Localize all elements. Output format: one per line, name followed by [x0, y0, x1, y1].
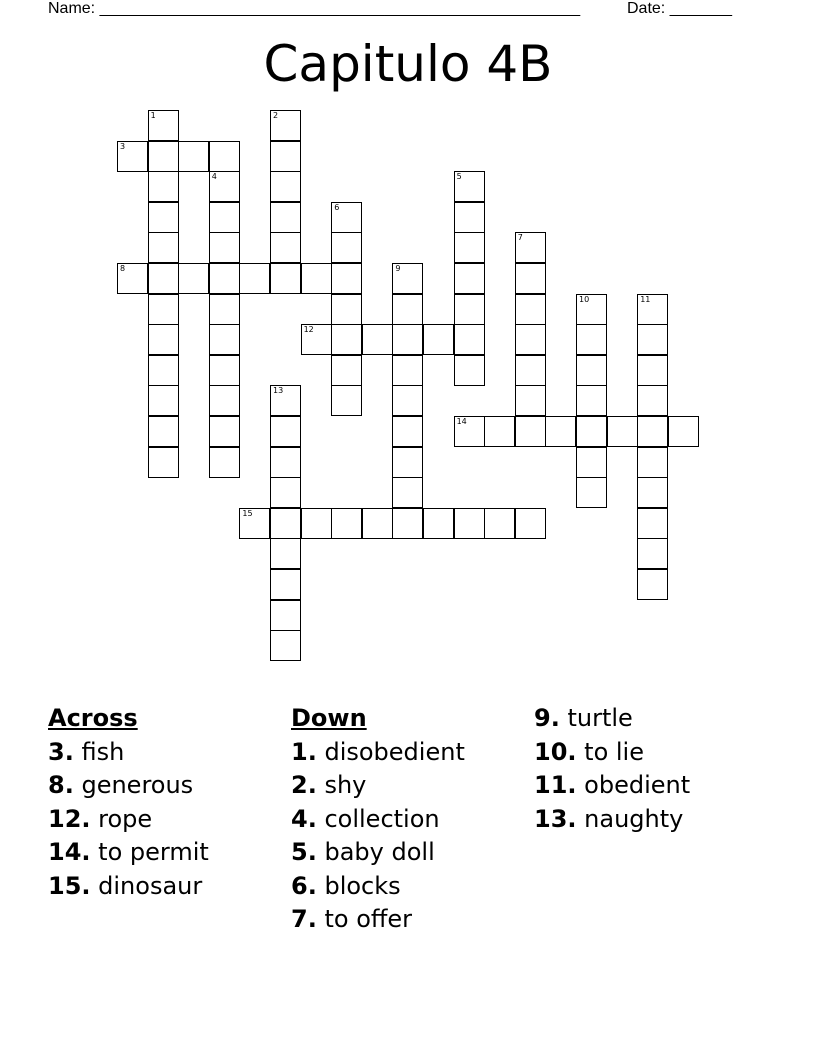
- date-line: Date: _______: [627, 0, 732, 17]
- grid-cell[interactable]: [209, 141, 240, 172]
- cell-number: 10: [579, 294, 590, 304]
- grid-cell[interactable]: [331, 508, 362, 539]
- grid-cell[interactable]: [148, 263, 179, 294]
- grid-cell[interactable]: [576, 477, 607, 508]
- clue-across-3: 3. fish: [48, 737, 125, 766]
- grid-cell[interactable]: [148, 294, 179, 325]
- grid-cell[interactable]: [423, 324, 454, 355]
- grid-cell[interactable]: [331, 385, 362, 416]
- cell-number: 7: [517, 233, 523, 243]
- grid-cell[interactable]: [148, 355, 179, 386]
- grid-cell[interactable]: [301, 263, 332, 294]
- clue-down-6: 6. blocks: [291, 871, 401, 900]
- grid-cell[interactable]: [576, 447, 607, 478]
- grid-cell[interactable]: [270, 263, 301, 294]
- grid-cell[interactable]: [270, 477, 301, 508]
- grid-cell[interactable]: [515, 416, 546, 447]
- grid-cell[interactable]: [148, 202, 179, 233]
- grid-cell[interactable]: [515, 324, 546, 355]
- grid-cell[interactable]: [392, 508, 423, 539]
- grid-cell[interactable]: [637, 416, 668, 447]
- clue-down-5: 5. baby doll: [291, 838, 435, 866]
- grid-cell[interactable]: [270, 508, 301, 539]
- grid-cell[interactable]: [270, 600, 301, 631]
- grid-cell[interactable]: [515, 263, 546, 294]
- clues-column-1: [48, 702, 209, 903]
- grid-cell[interactable]: [392, 416, 423, 447]
- grid-cell[interactable]: [270, 630, 301, 661]
- grid-cell[interactable]: [392, 294, 423, 325]
- down-heading: Down: [291, 704, 367, 732]
- grid-cell[interactable]: [301, 324, 332, 355]
- grid-cell[interactable]: [637, 569, 668, 600]
- grid-cell[interactable]: [148, 171, 179, 202]
- cell-number: 1: [150, 111, 156, 120]
- cell-number: 11: [640, 294, 651, 304]
- grid-cell[interactable]: [545, 416, 576, 447]
- grid-cell[interactable]: [270, 232, 301, 263]
- grid-cell[interactable]: [668, 416, 699, 447]
- grid-cell[interactable]: [148, 416, 179, 447]
- cell-number: 12: [303, 325, 314, 335]
- clues-column-3: [534, 702, 690, 836]
- grid-cell[interactable]: [515, 294, 546, 325]
- grid-cell[interactable]: [515, 232, 546, 263]
- name-line: Name: ______________________________________________________: [48, 0, 581, 17]
- grid-cell[interactable]: [209, 385, 240, 416]
- grid-cell[interactable]: [362, 324, 393, 355]
- clue-down-2: 2. shy: [291, 771, 367, 799]
- cell-number: 8: [120, 264, 126, 273]
- grid-cell[interactable]: [331, 324, 362, 355]
- grid-cell[interactable]: [637, 355, 668, 386]
- grid-cell[interactable]: [331, 355, 362, 386]
- cell-number: 15: [242, 508, 253, 518]
- grid-cell[interactable]: [209, 355, 240, 386]
- clue-down-10: 10. to lie: [534, 737, 644, 766]
- grid-cell[interactable]: [270, 141, 301, 172]
- grid-cell[interactable]: [392, 324, 423, 355]
- grid-cell[interactable]: [454, 171, 485, 202]
- grid-cell[interactable]: [270, 202, 301, 233]
- page-title: Capitulo 4B: [263, 35, 553, 93]
- grid-cell[interactable]: [209, 416, 240, 447]
- grid-cell[interactable]: [576, 416, 607, 447]
- clues-column-2: [291, 702, 465, 937]
- grid-cell[interactable]: [209, 263, 240, 294]
- grid-cell[interactable]: [515, 508, 546, 539]
- grid-cell[interactable]: [637, 324, 668, 355]
- grid-cell[interactable]: [637, 385, 668, 416]
- grid-cell[interactable]: [576, 355, 607, 386]
- grid-cell[interactable]: [178, 263, 209, 294]
- grid-cell[interactable]: [637, 538, 668, 569]
- clue-across-12: 12. rope: [48, 804, 153, 833]
- grid-cell[interactable]: [362, 508, 393, 539]
- grid-cell[interactable]: [515, 355, 546, 386]
- clue-down-1: 1. disobedient: [291, 737, 465, 766]
- grid-cell[interactable]: [148, 110, 179, 141]
- grid-cell[interactable]: [270, 569, 301, 600]
- grid-cell[interactable]: [637, 447, 668, 478]
- grid-cell[interactable]: [117, 141, 148, 172]
- grid-cell[interactable]: [484, 416, 515, 447]
- across-heading: Across: [48, 704, 138, 732]
- clue-down-11: 11. obedient: [534, 771, 691, 799]
- grid-cell[interactable]: [209, 171, 240, 202]
- grid-cell[interactable]: [454, 508, 485, 539]
- cell-number: 14: [456, 417, 467, 426]
- grid-cell[interactable]: [148, 141, 179, 172]
- grid-cell[interactable]: [178, 141, 209, 172]
- grid-cell[interactable]: [637, 477, 668, 508]
- clue-across-8: 8. generous: [48, 771, 194, 799]
- grid-cell[interactable]: [270, 538, 301, 569]
- cell-number: 13: [273, 386, 284, 396]
- grid-cell[interactable]: [209, 202, 240, 233]
- grid-cell[interactable]: [392, 355, 423, 386]
- grid-cell[interactable]: [576, 385, 607, 416]
- grid-cell[interactable]: [637, 508, 668, 539]
- clue-down-9: 9. turtle: [534, 704, 633, 732]
- grid-cell[interactable]: [392, 263, 423, 294]
- cell-number: 5: [456, 172, 462, 182]
- grid-cell[interactable]: [637, 294, 668, 325]
- grid-cell[interactable]: [454, 355, 485, 386]
- cell-number: 2: [273, 111, 279, 120]
- grid-cell[interactable]: [148, 447, 179, 478]
- grid-cell[interactable]: [454, 324, 485, 355]
- grid-cell[interactable]: [148, 232, 179, 263]
- grid-cell[interactable]: [331, 232, 362, 263]
- grid-cell[interactable]: [392, 447, 423, 478]
- grid-cell[interactable]: [270, 385, 301, 416]
- grid-cell[interactable]: [454, 294, 485, 325]
- grid-cell[interactable]: [423, 508, 454, 539]
- grid-cell[interactable]: [239, 508, 270, 539]
- clue-down-7: 7. to offer: [291, 905, 413, 933]
- clue-down-4: 4. collection: [291, 804, 440, 833]
- grid-cell[interactable]: [270, 447, 301, 478]
- grid-cell[interactable]: [239, 263, 270, 294]
- grid-cell[interactable]: [209, 447, 240, 478]
- grid-cell[interactable]: [454, 263, 485, 294]
- grid-cell[interactable]: [148, 385, 179, 416]
- grid-cell[interactable]: [270, 416, 301, 447]
- grid-cell[interactable]: [484, 508, 515, 539]
- grid-cell[interactable]: [392, 477, 423, 508]
- grid-cell[interactable]: [331, 294, 362, 325]
- cell-number: 9: [395, 264, 401, 273]
- grid-cell[interactable]: [209, 324, 240, 355]
- grid-cell[interactable]: [454, 416, 485, 447]
- grid-cell[interactable]: [270, 110, 301, 141]
- grid-cell[interactable]: [209, 294, 240, 325]
- grid-cell[interactable]: [576, 294, 607, 325]
- grid-cell[interactable]: [209, 232, 240, 263]
- clue-across-15: 15. dinosaur: [48, 871, 203, 900]
- grid-cell[interactable]: [117, 263, 148, 294]
- grid-cell[interactable]: [270, 171, 301, 202]
- grid-cell[interactable]: [515, 385, 546, 416]
- grid-cell[interactable]: [392, 385, 423, 416]
- grid-cell[interactable]: [331, 202, 362, 233]
- cell-number: 3: [120, 141, 126, 151]
- cell-number: 4: [211, 172, 217, 182]
- clue-down-13: 13. naughty: [534, 804, 684, 833]
- grid-cell[interactable]: [576, 324, 607, 355]
- grid-cell[interactable]: [331, 263, 362, 294]
- cell-number: 6: [334, 202, 340, 212]
- grid-cell[interactable]: [148, 324, 179, 355]
- clue-across-14: 14. to permit: [48, 838, 209, 866]
- grid-cell[interactable]: [301, 508, 332, 539]
- grid-cell[interactable]: [454, 202, 485, 233]
- grid-cell[interactable]: [607, 416, 638, 447]
- grid-cell[interactable]: [454, 232, 485, 263]
